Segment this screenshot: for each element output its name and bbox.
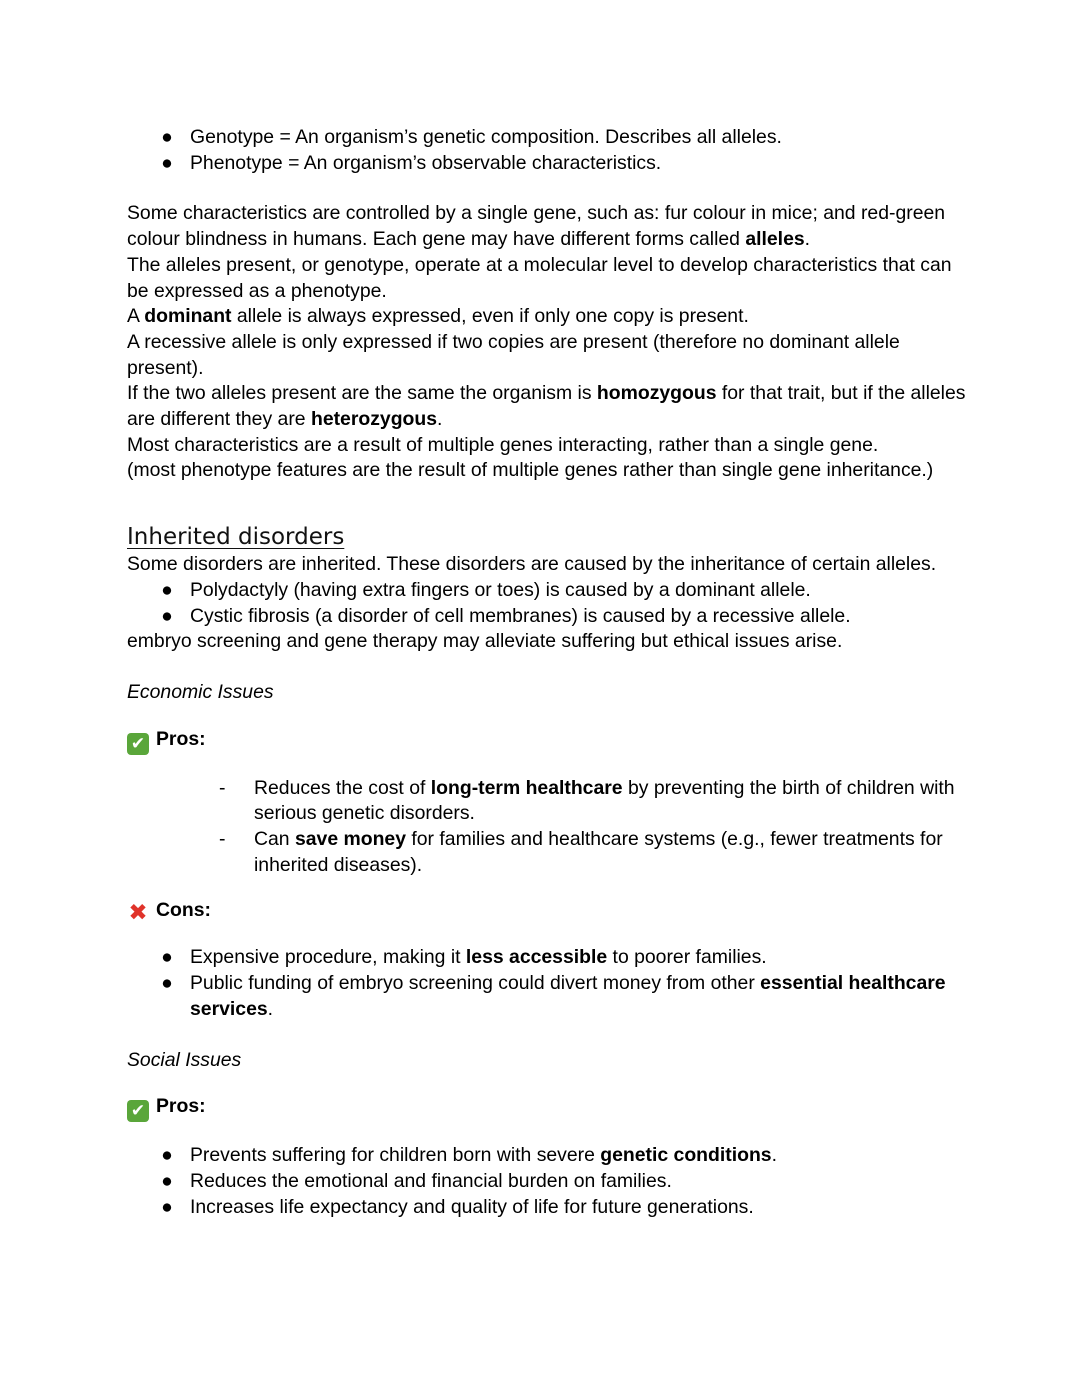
text-span: Expensive procedure, making it bbox=[190, 946, 466, 969]
definitions-list bbox=[127, 125, 967, 176]
pros-label-row bbox=[127, 727, 967, 755]
bold-term: dominant bbox=[144, 305, 232, 328]
list-item bbox=[127, 604, 967, 630]
cons-label: Cons: bbox=[156, 899, 211, 922]
subsection-title: Social Issues bbox=[127, 1048, 242, 1071]
dash-icon: - bbox=[219, 776, 226, 799]
list-item bbox=[127, 1143, 967, 1169]
text-span: Public funding of embryo screening could divert money from other bbox=[190, 972, 761, 995]
cross-mark-icon: ✖ bbox=[128, 900, 148, 927]
bullet-icon: ● bbox=[161, 946, 173, 969]
document-page bbox=[127, 125, 967, 1220]
paragraph bbox=[127, 381, 967, 432]
text-span: by preventing the birth of children with serious genetic disorders. bbox=[254, 776, 955, 825]
list-item-text: Cystic fibrosis (a disorder of cell membranes) is caused by a recessive allele. bbox=[190, 604, 851, 627]
text-span: allele is always expressed, even if only one copy is present. bbox=[231, 305, 749, 328]
bullet-icon: ● bbox=[161, 972, 173, 995]
paragraph bbox=[127, 201, 967, 252]
bullet-icon: ● bbox=[161, 578, 173, 601]
text-span: If the two alleles present are the same the organism is bbox=[127, 382, 597, 405]
definition-phenotype: Phenotype = An organism’s observable characteristics. bbox=[190, 151, 662, 174]
text-span: . bbox=[267, 997, 274, 1020]
pros-label: Pros: bbox=[156, 1095, 206, 1118]
pros-label: Pros: bbox=[156, 727, 206, 750]
paragraph: The alleles present, or genotype, operate at a molecular level to develop characteristics that can be expressed as a phenotype. bbox=[127, 253, 952, 302]
bullet-icon: ● bbox=[161, 604, 173, 627]
text-span: A bbox=[127, 305, 145, 328]
text-span: . bbox=[804, 228, 811, 251]
subsection-title: Economic Issues bbox=[127, 680, 274, 703]
paragraph bbox=[127, 304, 967, 330]
text-span: Reduces the cost of bbox=[254, 776, 431, 799]
text-span: Prevents suffering for children born with severe bbox=[190, 1144, 601, 1167]
list-item bbox=[127, 578, 967, 604]
text-span: for that trait, but if the alleles are different they are bbox=[127, 382, 966, 431]
list-item-text: Polydactyly (having extra fingers or toes) is caused by a dominant allele. bbox=[190, 578, 811, 601]
text-span: Can bbox=[254, 828, 295, 851]
list-item bbox=[127, 1195, 967, 1221]
cons-label-row bbox=[127, 898, 967, 927]
bullet-icon: ● bbox=[161, 1169, 173, 1192]
section-heading: Inherited disorders bbox=[127, 524, 345, 551]
dash-icon: - bbox=[219, 828, 226, 851]
check-mark-icon: ✔ bbox=[127, 733, 149, 755]
paragraph: (most phenotype features are the result of multiple genes rather than single gene inheritance.) bbox=[127, 459, 934, 482]
bold-term: homozygous bbox=[596, 382, 717, 405]
bold-term: genetic conditions bbox=[600, 1144, 772, 1167]
list-item bbox=[127, 151, 967, 177]
text-span: to poorer families. bbox=[607, 946, 767, 969]
list-item bbox=[127, 827, 967, 878]
text-span: Increases life expectancy and quality of life for future generations. bbox=[190, 1195, 754, 1218]
pros-label-row bbox=[127, 1094, 967, 1122]
text-span: Reduces the emotional and financial burden on families. bbox=[190, 1169, 672, 1192]
paragraph: Some disorders are inherited. These disorders are caused by the inheritance of certain alleles. bbox=[127, 553, 937, 576]
bold-term: heterozygous bbox=[310, 408, 438, 431]
bullet-icon: ● bbox=[161, 151, 173, 174]
economic-pros-list bbox=[127, 776, 967, 879]
bold-term: long-term healthcare bbox=[430, 776, 623, 799]
list-item bbox=[127, 125, 967, 151]
check-mark-icon: ✔ bbox=[127, 1100, 149, 1122]
paragraph: Most characteristics are a result of multiple genes interacting, rather than a single gene. bbox=[127, 433, 879, 456]
text-span: . bbox=[437, 408, 443, 431]
bold-term: less accessible bbox=[465, 946, 608, 969]
paragraph: A recessive allele is only expressed if two copies are present (therefore no dominant allele present). bbox=[127, 330, 900, 379]
list-item bbox=[127, 1169, 967, 1195]
bullet-icon: ● bbox=[161, 1195, 173, 1218]
bullet-icon: ● bbox=[161, 1144, 173, 1167]
definition-genotype: Genotype = An organism’s genetic composition. Describes all alleles. bbox=[190, 126, 782, 148]
bold-term: save money bbox=[294, 828, 406, 851]
bullet-icon: ● bbox=[161, 126, 173, 148]
text-span: for families and healthcare systems (e.g., fewer treatments for inherited diseases). bbox=[254, 828, 943, 876]
list-item bbox=[127, 945, 967, 971]
paragraph: embryo screening and gene therapy may alleviate suffering but ethical issues arise. bbox=[127, 630, 843, 653]
bold-term: alleles bbox=[745, 228, 805, 251]
list-item bbox=[127, 776, 967, 827]
list-item bbox=[127, 971, 967, 1022]
bold-term: essential healthcare services bbox=[190, 972, 946, 1020]
text-span: . bbox=[771, 1144, 777, 1167]
text-span: Some characteristics are controlled by a single gene, such as: fur colour in mice; and red-green colour blindness in humans. Each gene may have different forms called bbox=[127, 202, 946, 251]
social-pros-list bbox=[127, 1143, 967, 1220]
economic-cons-list bbox=[127, 945, 967, 1022]
disorders-list bbox=[127, 578, 967, 629]
